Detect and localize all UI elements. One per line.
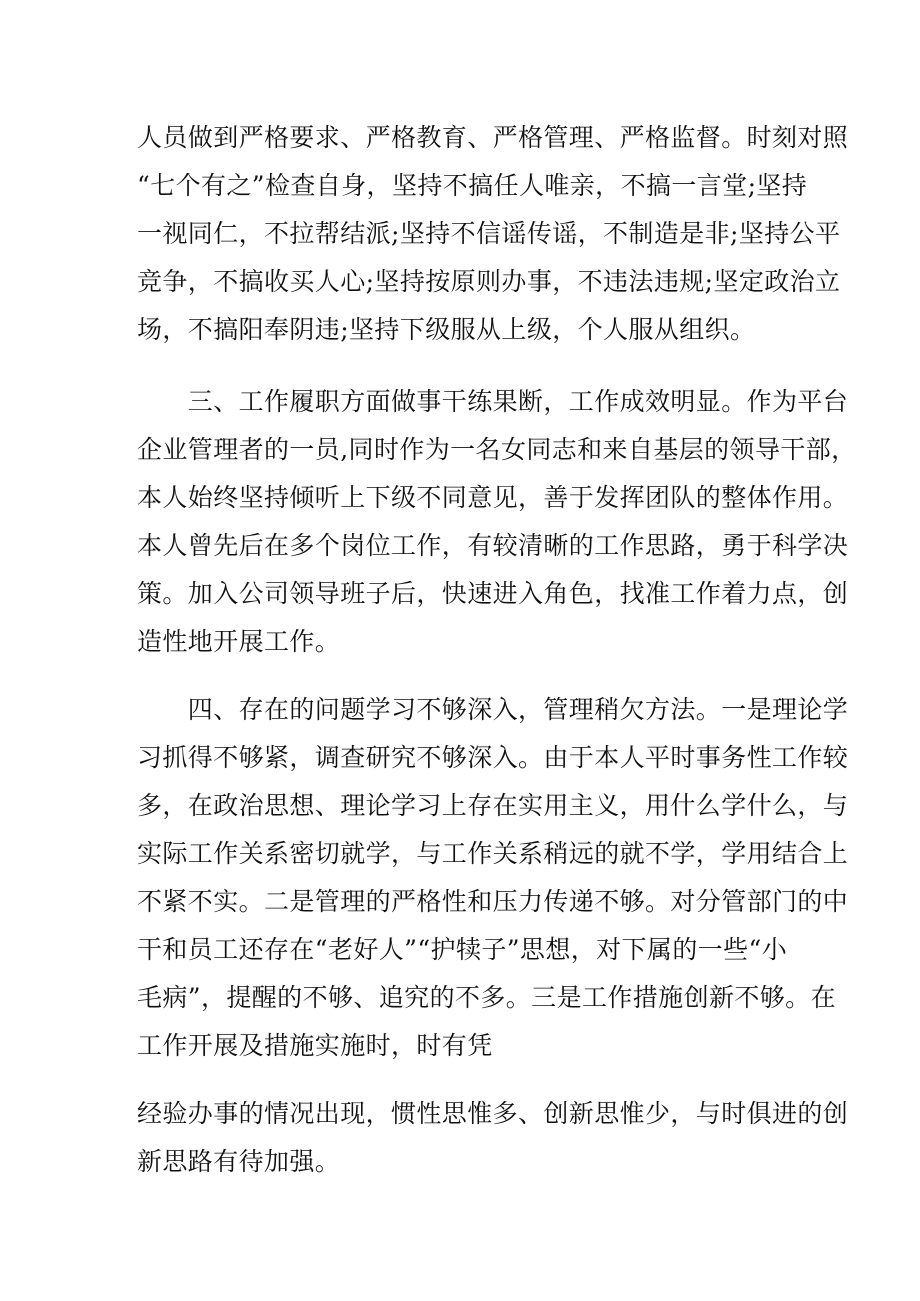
text-line: 四、存在的问题学习不够深入，管理稍欠方法。一是理论学 (137, 695, 849, 724)
text-line: 工作开展及措施实施时，时有凭 (137, 1031, 493, 1060)
text-line: 竞争，不搞收买人心;坚持按原则办事，不违法违规;坚定政治立 (137, 267, 841, 296)
paragraph-discipline (137, 114, 849, 354)
text-line: 习抓得不够紧，调查研究不够深入。由于本人平时事务性工作较 (137, 743, 849, 772)
text-line: 一视同仁，不拉帮结派;坚持不信谣传谣，不制造是非;坚持公平 (137, 219, 841, 248)
text-line: 实际工作关系密切就学，与工作关系稍远的就不学，学用结合上 (137, 839, 849, 868)
text-line: 本人始终坚持倾听上下级不同意见，善于发挥团队的整体作用。 (137, 483, 849, 512)
paragraph-section-four (137, 686, 849, 1070)
text-line: 毛病”，提醒的不够、追究的不多。三是工作措施创新不够。在 (137, 983, 836, 1012)
text-line: 经验办事的情况出现，惯性思惟多、创新思惟少，与时俱进的创 (137, 1099, 849, 1128)
text-line: 干和员工还存在“老好人”“护犊子”思想，对下属的一些“小 (137, 935, 788, 964)
text-line: 造性地开展工作。 (137, 627, 341, 656)
text-line: 三、工作履职方面做事干练果断，工作成效明显。作为平台 (137, 387, 849, 416)
text-line: 策。加入公司领导班子后，快速进入角色，找准工作着力点，创 (137, 579, 849, 608)
text-line: “七个有之”检查自身，坚持不搞任人唯亲，不搞一言堂;坚持 (137, 171, 808, 200)
paragraph-continuation (137, 1090, 849, 1186)
text-line: 新思路有待加强。 (137, 1147, 341, 1176)
text-line: 场，不搞阳奉阴违;坚持下级服从上级，个人服从组织。 (137, 315, 756, 344)
paragraph-section-three (137, 378, 857, 666)
text-line: 企业管理者的一员,同时作为一名女同志和来自基层的领导干部， (137, 435, 857, 464)
text-line: 多，在政治思想、理论学习上存在实用主义，用什么学什么，与 (137, 791, 849, 820)
text-line: 不紧不实。二是管理的严格性和压力传递不够。对分管部门的中 (137, 887, 849, 916)
text-line: 人员做到严格要求、严格教育、严格管理、严格监督。时刻对照 (137, 123, 849, 152)
text-line: 本人曾先后在多个岗位工作，有较清晰的工作思路，勇于科学决 (137, 531, 849, 560)
